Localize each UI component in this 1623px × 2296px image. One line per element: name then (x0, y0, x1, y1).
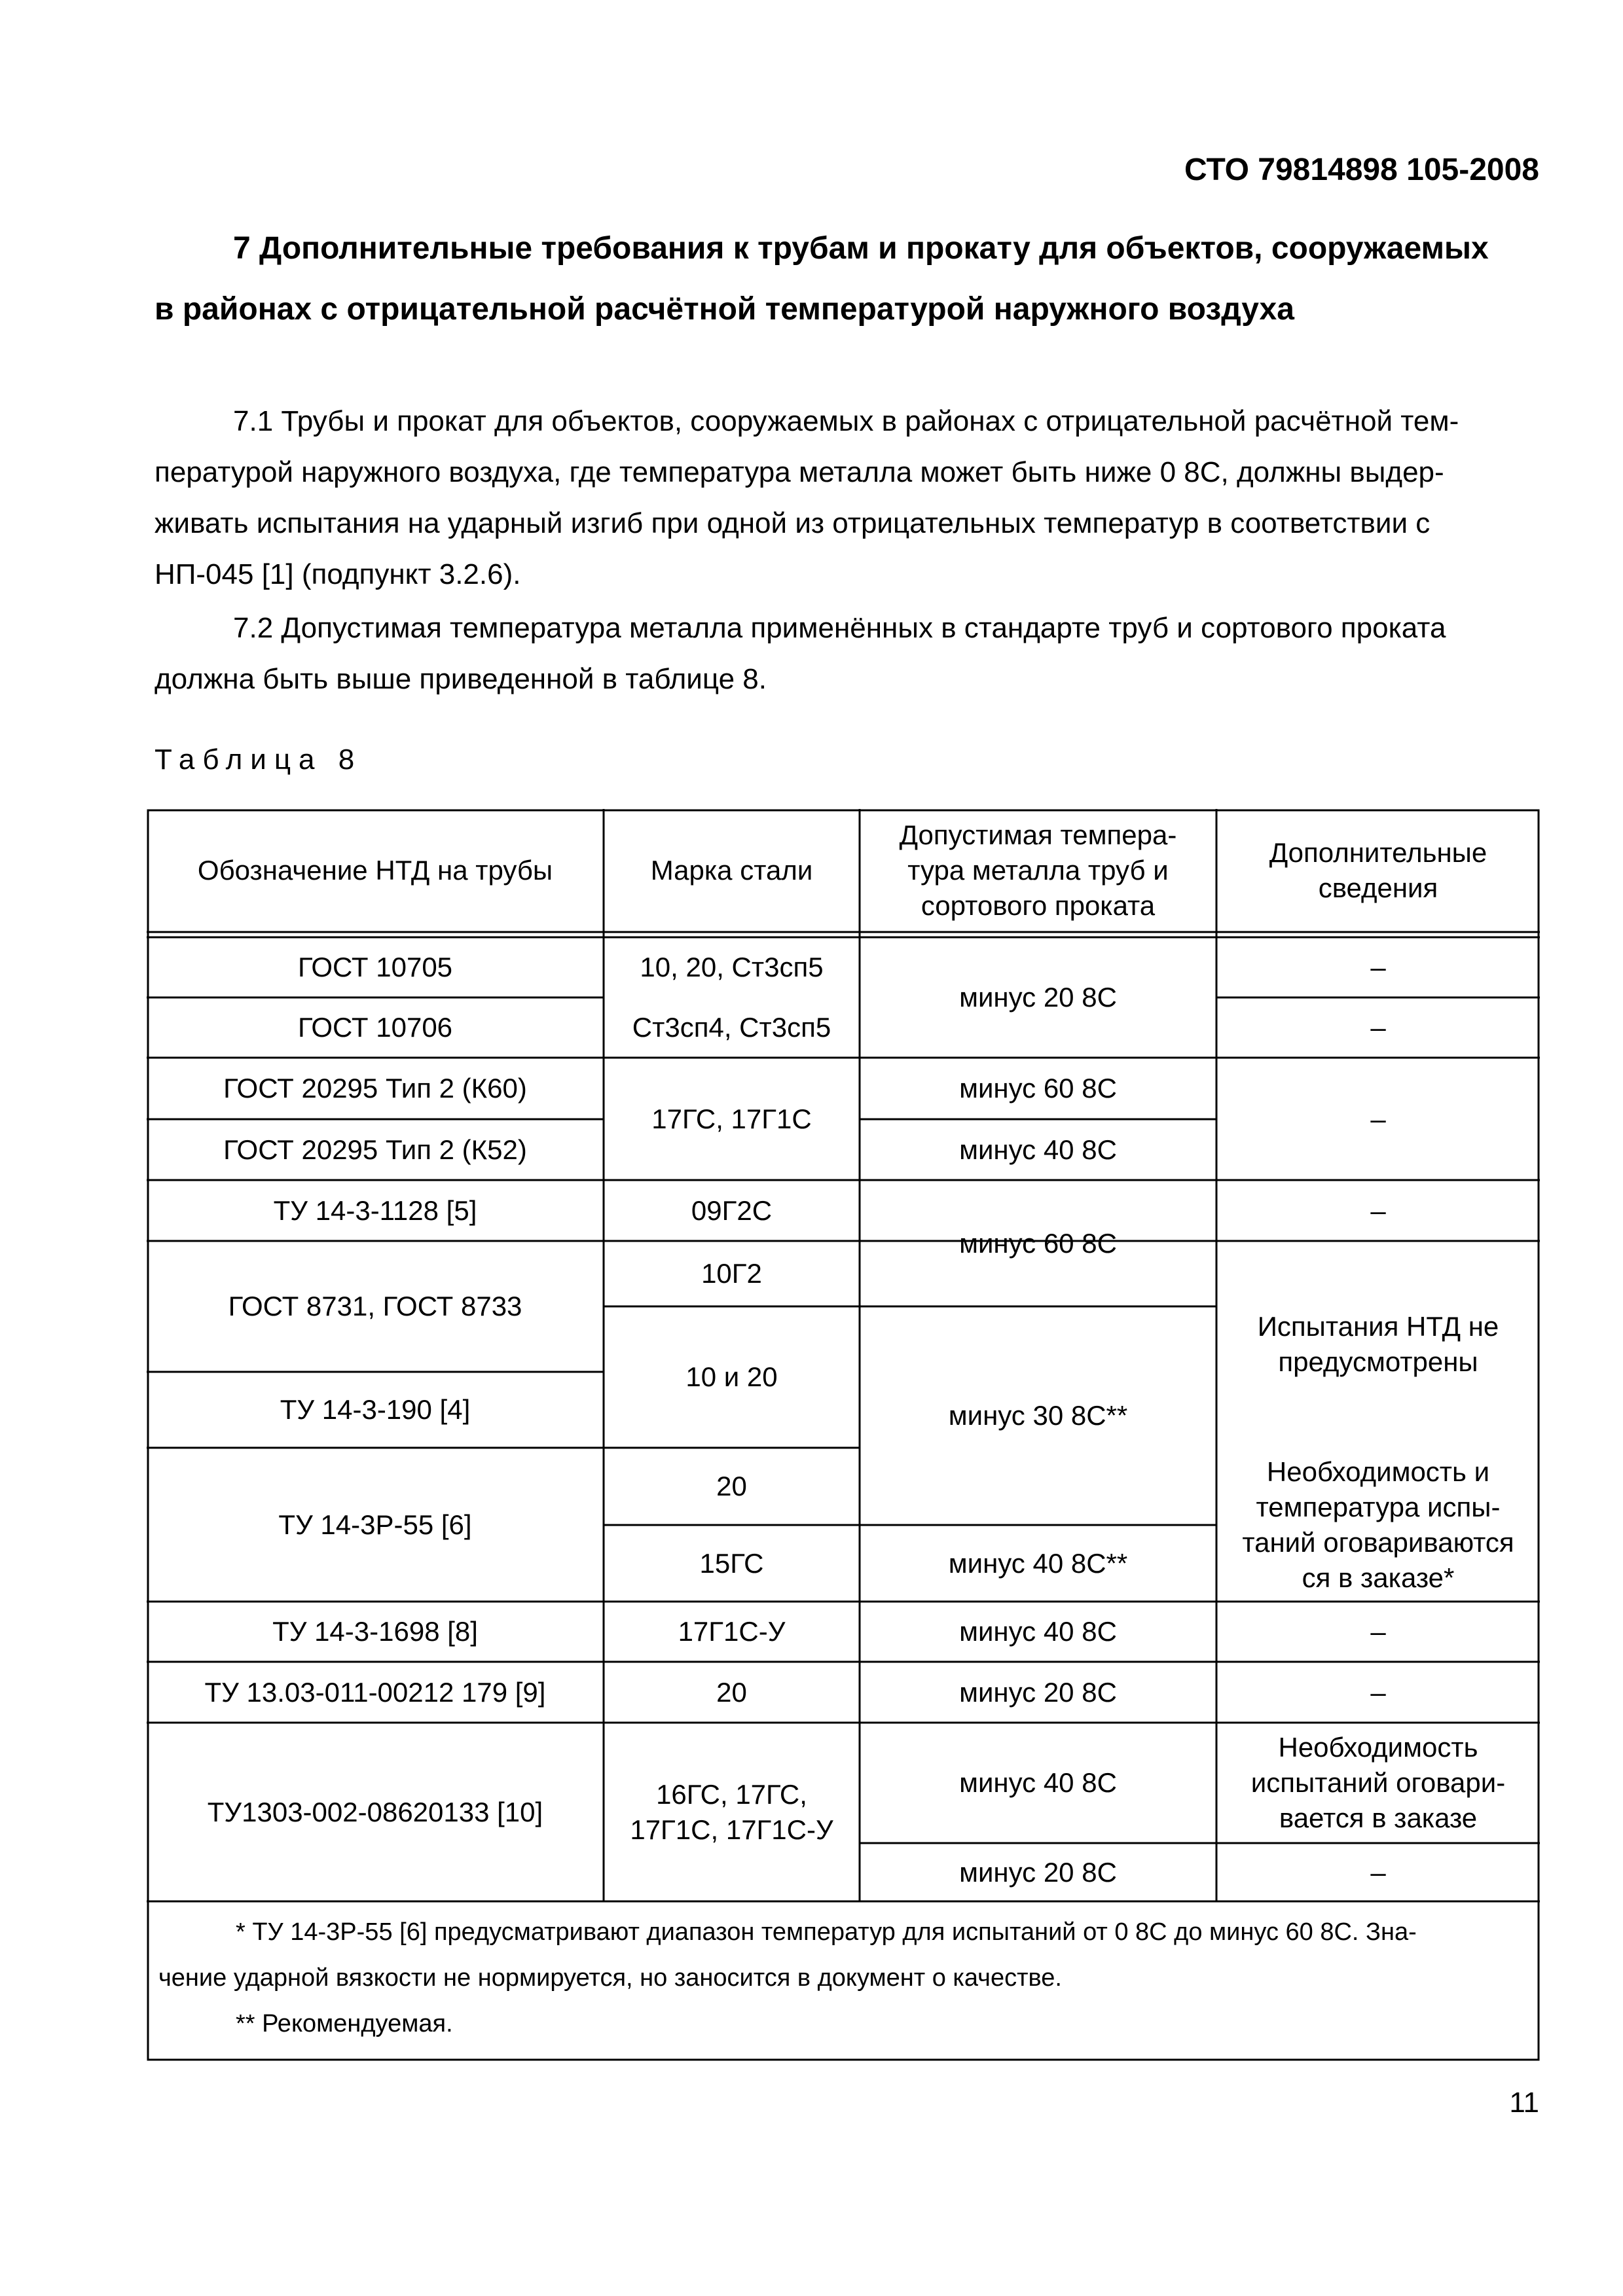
table-cell-temperature: минус 40 8С (959, 1134, 1117, 1165)
table-cell-steel-grade: 10 и 20 (685, 1361, 778, 1392)
section-heading-line-1: 7 Дополнительные требования к трубам и прокату для объектов, сооружаемых (233, 231, 1489, 266)
table-cell-ntd: ГОСТ 10706 (297, 1012, 453, 1043)
paragraph-7-1-line-3: живать испытания на ударный изгиб при одной из отрицательных температур в соответствии с (155, 507, 1431, 539)
table-cell-steel-grade: 09Г2С (691, 1194, 773, 1226)
table-cell-steel-grade: 20 (716, 1676, 747, 1708)
table-caption: Таблица 8 (155, 744, 363, 776)
table-cell-temperature: минус 60 8С (959, 1227, 1117, 1259)
table-cell-ntd: ГОСТ 10705 (297, 952, 453, 982)
page-number: 11 (1509, 2087, 1539, 2119)
table-cell-steel-grade: 20 (716, 1471, 747, 1501)
table-cell-additional: – (1370, 952, 1386, 982)
table-cell-ntd: ТУ 14-3-190 [4] (280, 1394, 471, 1425)
table-cell-steel-grade: Ст3сп4, Ст3сп5 (632, 1012, 831, 1043)
header-steel-grade: Марка стали (650, 855, 813, 886)
table-cell-ntd: ГОСТ 20295 Тип 2 (К60) (223, 1073, 527, 1103)
table-cell-additional: Необходимость испытаний оговари- вается в заказе (1250, 1732, 1506, 1833)
table-footnote-2: ** Рекомендуемая. (236, 2010, 453, 2037)
header-ntd-designation: Обозначение НТД на трубы (197, 855, 553, 886)
table-cell-additional: – (1370, 1103, 1386, 1134)
table-cell-temperature: минус 30 8С** (948, 1400, 1128, 1431)
table-footnote-1-line-1: * ТУ 14-3Р-55 [6] предусматривают диапазон температур для испытаний от 0 8С до минус 60 8С. Зна- (236, 1918, 1417, 1946)
table-cell-ntd: ТУ1303-002-08620133 [10] (207, 1796, 543, 1827)
table-cell-temperature: минус 40 8С (959, 1767, 1117, 1798)
table-cell-steel-grade: 10Г2 (701, 1258, 762, 1289)
table-cell-additional: Испытания НТД не предусмотрены (1257, 1311, 1499, 1377)
paragraph-7-2-line-2: должна быть выше приведенной в таблице 8. (155, 663, 767, 695)
table-cell-temperature: минус 20 8С (959, 982, 1117, 1013)
table-cell-ntd: ТУ 14-3-1698 [8] (272, 1616, 478, 1647)
paragraph-7-1-line-1: 7.1 Трубы и прокат для объектов, сооружаемых в районах с отрицательной расчётной тем- (233, 405, 1459, 437)
table-cell-steel-grade: 17Г1С-У (678, 1616, 786, 1647)
table-cell-steel-grade: 10, 20, Ст3сп5 (640, 952, 824, 982)
table-cell-temperature: минус 40 8С** (948, 1547, 1128, 1579)
table-cell-additional: – (1370, 1676, 1386, 1708)
table-cell-ntd: ГОСТ 20295 Тип 2 (К52) (223, 1134, 527, 1165)
table-cell-additional: – (1370, 1856, 1386, 1888)
table-cell-additional: Необходимость и температура испы- таний оговариваются ся в заказе* (1242, 1456, 1514, 1593)
table-cell-steel-grade: 17ГС, 17Г1С (651, 1103, 812, 1134)
table-cell-ntd: ТУ 14-3Р-55 [6] (278, 1509, 472, 1540)
table-cell-ntd: ТУ 13.03-011-00212 179 [9] (204, 1676, 546, 1708)
table-cell-steel-grade: 16ГС, 17ГС, 17Г1С, 17Г1С-У (630, 1778, 833, 1845)
section-heading-line-2: в районах с отрицательной расчётной температурой наружного воздуха (155, 292, 1294, 327)
table-cell-steel-grade: 15ГС (699, 1547, 764, 1579)
header-additional-info: Дополнительные сведения (1269, 837, 1487, 903)
paragraph-7-2-line-1: 7.2 Допустимая температура металла применённых в стандарте труб и сортового проката (233, 612, 1446, 644)
table-cell-additional: – (1370, 1194, 1386, 1226)
table-cell-ntd: ТУ 14-3-1128 [5] (273, 1194, 477, 1226)
table-footnote-1-line-2: чение ударной вязкости не нормируется, но заносится в документ о качестве. (158, 1964, 1062, 1992)
paragraph-7-1-line-2: пературой наружного воздуха, где температура металла может быть ниже 0 8С, должны выдер- (155, 456, 1444, 488)
document-code: СТО 79814898 105-2008 (1184, 152, 1539, 187)
table-cell-ntd: ГОСТ 8731, ГОСТ 8733 (228, 1291, 522, 1321)
table-cell-temperature: минус 20 8С (959, 1856, 1117, 1888)
table-cell-additional: – (1370, 1012, 1386, 1043)
steel-temperature-table (147, 809, 1540, 2061)
table-cell-temperature: минус 20 8С (959, 1676, 1117, 1708)
table-cell-temperature: минус 40 8С (959, 1616, 1117, 1647)
paragraph-7-1-line-4: НП-045 [1] (подпункт 3.2.6). (155, 558, 521, 590)
table-cell-temperature: минус 60 8С (959, 1073, 1117, 1103)
table-cell-additional: – (1370, 1616, 1386, 1647)
header-allowed-temperature: Допустимая темпера- тура металла труб и сортового проката (899, 819, 1177, 921)
